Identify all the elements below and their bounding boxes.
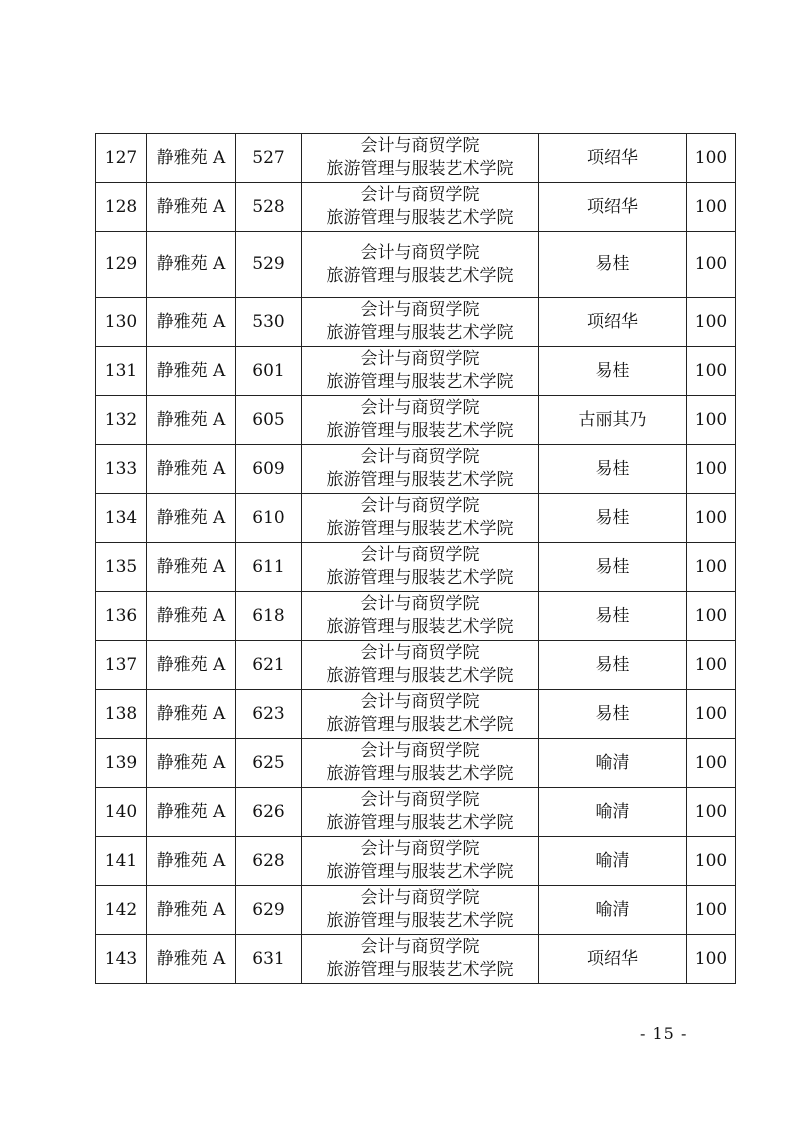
row-number-cell: 131 (96, 347, 147, 396)
table-row (96, 445, 736, 494)
table-row (96, 641, 736, 690)
building-cell: 静雅苑 A (147, 298, 236, 347)
table-row (96, 543, 736, 592)
table-row (96, 347, 736, 396)
college-line-2: 旅游管理与服装艺术学院 (326, 764, 514, 784)
building-cell: 静雅苑 A (147, 347, 236, 396)
college-cell (302, 134, 539, 183)
row-number-cell: 132 (96, 396, 147, 445)
building-cell: 静雅苑 A (147, 837, 236, 886)
table-body (96, 134, 736, 984)
name-cell: 易桂 (539, 641, 687, 690)
college-line-1: 会计与商贸学院 (360, 300, 480, 320)
college-cell (302, 494, 539, 543)
score-cell: 100 (687, 134, 736, 183)
college-line-2: 旅游管理与服装艺术学院 (326, 323, 514, 343)
name-cell: 易桂 (539, 690, 687, 739)
college-cell (302, 690, 539, 739)
row-number-cell: 136 (96, 592, 147, 641)
college-line-2: 旅游管理与服装艺术学院 (326, 265, 514, 286)
building-cell: 静雅苑 A (147, 543, 236, 592)
score-cell: 100 (687, 347, 736, 396)
row-number-cell: 142 (96, 886, 147, 935)
room-cell: 629 (236, 886, 302, 935)
name-cell: 古丽其乃 (539, 396, 687, 445)
page-number: - 15 - (640, 1024, 688, 1043)
row-number-cell: 129 (96, 232, 147, 298)
college-line-2: 旅游管理与服装艺术学院 (326, 372, 514, 392)
score-cell: 100 (687, 641, 736, 690)
name-cell: 易桂 (539, 592, 687, 641)
building-cell: 静雅苑 A (147, 183, 236, 232)
score-cell: 100 (687, 232, 736, 298)
building-cell: 静雅苑 A (147, 690, 236, 739)
room-cell: 621 (236, 641, 302, 690)
college-line-1: 会计与商贸学院 (360, 888, 480, 908)
score-cell: 100 (687, 396, 736, 445)
room-cell: 610 (236, 494, 302, 543)
row-number-cell: 135 (96, 543, 147, 592)
room-cell: 618 (236, 592, 302, 641)
college-line-1: 会计与商贸学院 (360, 790, 480, 810)
row-number-cell: 139 (96, 739, 147, 788)
college-cell (302, 837, 539, 886)
college-cell (302, 641, 539, 690)
building-cell: 静雅苑 A (147, 886, 236, 935)
score-cell: 100 (687, 837, 736, 886)
name-cell: 项绍华 (539, 935, 687, 984)
row-number-cell: 127 (96, 134, 147, 183)
table-row (96, 298, 736, 347)
college-line-2: 旅游管理与服装艺术学院 (326, 617, 514, 637)
name-cell: 项绍华 (539, 298, 687, 347)
college-line-1: 会计与商贸学院 (360, 594, 480, 614)
table-row (96, 690, 736, 739)
college-line-2: 旅游管理与服装艺术学院 (326, 862, 514, 882)
room-cell: 609 (236, 445, 302, 494)
college-cell (302, 788, 539, 837)
college-line-2: 旅游管理与服装艺术学院 (326, 519, 514, 539)
room-cell: 530 (236, 298, 302, 347)
college-line-1: 会计与商贸学院 (360, 136, 480, 156)
college-cell (302, 739, 539, 788)
name-cell: 喻清 (539, 739, 687, 788)
row-number-cell: 128 (96, 183, 147, 232)
name-cell: 易桂 (539, 494, 687, 543)
college-cell (302, 232, 539, 298)
college-line-1: 会计与商贸学院 (360, 185, 480, 205)
name-cell: 易桂 (539, 543, 687, 592)
college-line-2: 旅游管理与服装艺术学院 (326, 960, 514, 980)
row-number-cell: 133 (96, 445, 147, 494)
score-cell: 100 (687, 543, 736, 592)
room-cell: 626 (236, 788, 302, 837)
score-cell: 100 (687, 592, 736, 641)
college-line-2: 旅游管理与服装艺术学院 (326, 208, 514, 228)
college-cell (302, 445, 539, 494)
name-cell: 易桂 (539, 347, 687, 396)
table-row (96, 739, 736, 788)
college-line-1: 会计与商贸学院 (360, 349, 480, 369)
college-cell (302, 347, 539, 396)
room-cell: 625 (236, 739, 302, 788)
building-cell: 静雅苑 A (147, 739, 236, 788)
score-cell: 100 (687, 788, 736, 837)
name-cell: 项绍华 (539, 134, 687, 183)
building-cell: 静雅苑 A (147, 592, 236, 641)
college-line-2: 旅游管理与服装艺术学院 (326, 911, 514, 931)
college-line-1: 会计与商贸学院 (360, 643, 480, 663)
name-cell: 喻清 (539, 788, 687, 837)
building-cell: 静雅苑 A (147, 445, 236, 494)
college-line-1: 会计与商贸学院 (360, 447, 480, 467)
row-number-cell: 137 (96, 641, 147, 690)
room-cell: 528 (236, 183, 302, 232)
name-cell: 易桂 (539, 232, 687, 298)
table-row (96, 837, 736, 886)
room-cell: 628 (236, 837, 302, 886)
room-cell: 527 (236, 134, 302, 183)
room-cell: 601 (236, 347, 302, 396)
college-line-2: 旅游管理与服装艺术学院 (326, 470, 514, 490)
table-row (96, 592, 736, 641)
row-number-cell: 130 (96, 298, 147, 347)
college-line-1: 会计与商贸学院 (360, 398, 480, 418)
building-cell: 静雅苑 A (147, 935, 236, 984)
score-cell: 100 (687, 298, 736, 347)
building-cell: 静雅苑 A (147, 641, 236, 690)
college-cell (302, 592, 539, 641)
college-line-1: 会计与商贸学院 (360, 937, 480, 957)
college-line-2: 旅游管理与服装艺术学院 (326, 666, 514, 686)
name-cell: 易桂 (539, 445, 687, 494)
row-number-cell: 143 (96, 935, 147, 984)
table-row (96, 396, 736, 445)
college-line-1: 会计与商贸学院 (360, 692, 480, 712)
table-row (96, 232, 736, 298)
row-number-cell: 140 (96, 788, 147, 837)
college-cell (302, 183, 539, 232)
building-cell: 静雅苑 A (147, 396, 236, 445)
college-cell (302, 935, 539, 984)
table-row (96, 183, 736, 232)
score-cell: 100 (687, 886, 736, 935)
college-line-1: 会计与商贸学院 (360, 545, 480, 565)
table-row (96, 788, 736, 837)
college-cell (302, 298, 539, 347)
college-line-1: 会计与商贸学院 (360, 496, 480, 516)
room-cell: 611 (236, 543, 302, 592)
score-cell: 100 (687, 690, 736, 739)
building-cell: 静雅苑 A (147, 494, 236, 543)
name-cell: 项绍华 (539, 183, 687, 232)
room-cell: 623 (236, 690, 302, 739)
college-line-1: 会计与商贸学院 (360, 242, 480, 263)
score-cell: 100 (687, 445, 736, 494)
college-line-2: 旅游管理与服装艺术学院 (326, 715, 514, 735)
college-line-2: 旅游管理与服装艺术学院 (326, 421, 514, 441)
building-cell: 静雅苑 A (147, 232, 236, 298)
row-number-cell: 138 (96, 690, 147, 739)
name-cell: 喻清 (539, 886, 687, 935)
dormitory-table (95, 133, 736, 984)
score-cell: 100 (687, 935, 736, 984)
score-cell: 100 (687, 739, 736, 788)
score-cell: 100 (687, 494, 736, 543)
room-cell: 529 (236, 232, 302, 298)
college-cell (302, 396, 539, 445)
college-line-2: 旅游管理与服装艺术学院 (326, 568, 514, 588)
table-row (96, 134, 736, 183)
name-cell: 喻清 (539, 837, 687, 886)
college-cell (302, 886, 539, 935)
building-cell: 静雅苑 A (147, 134, 236, 183)
college-line-1: 会计与商贸学院 (360, 741, 480, 761)
table-row (96, 886, 736, 935)
score-cell: 100 (687, 183, 736, 232)
table-row (96, 494, 736, 543)
college-line-2: 旅游管理与服装艺术学院 (326, 813, 514, 833)
building-cell: 静雅苑 A (147, 788, 236, 837)
table-row (96, 935, 736, 984)
college-line-1: 会计与商贸学院 (360, 839, 480, 859)
college-line-2: 旅游管理与服装艺术学院 (326, 159, 514, 179)
college-cell (302, 543, 539, 592)
room-cell: 631 (236, 935, 302, 984)
room-cell: 605 (236, 396, 302, 445)
row-number-cell: 134 (96, 494, 147, 543)
row-number-cell: 141 (96, 837, 147, 886)
